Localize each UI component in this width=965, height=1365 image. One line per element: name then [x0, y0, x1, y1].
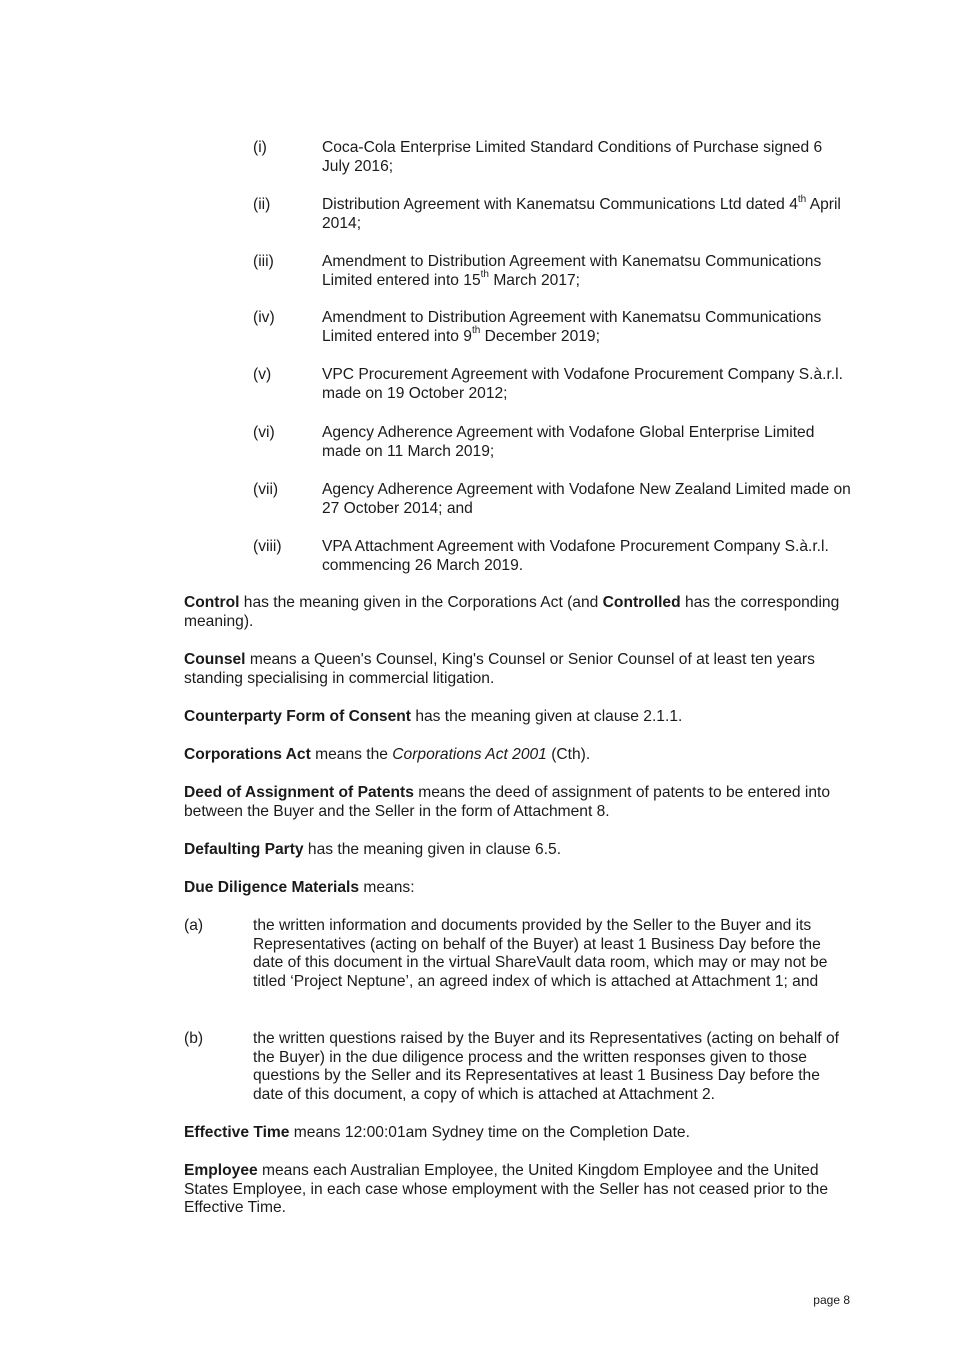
definition-corporations-act: Corporations Act means the Corporations Act 2001 (Cth). — [184, 746, 591, 763]
definition-due-diligence: Due Diligence Materials means: — [184, 879, 415, 896]
item-number: (viii) — [253, 538, 282, 555]
item-number: (a) — [184, 917, 204, 934]
definition-counsel: Counsel means a Queen's Counsel, King's Counsel or Senior Counsel of at least ten years standing specialising in commercial litigation. — [184, 651, 815, 687]
item-number: (ii) — [253, 196, 271, 213]
item-number: (v) — [253, 366, 272, 383]
item-text: VPA Attachment Agreement with Vodafone Procurement Company S.à.r.l. commencing 26 March 2019. — [322, 538, 829, 574]
item-number: (vi) — [253, 424, 275, 441]
item-text: Coca-Cola Enterprise Limited Standard Conditions of Purchase signed 6 July 2016; — [322, 139, 823, 175]
definition-control: Control has the meaning given in the Corporations Act (and Controlled has the corresponding meaning). — [184, 594, 840, 630]
definition-counterparty-form: Counterparty Form of Consent has the meaning given at clause 2.1.1. — [184, 708, 683, 725]
item-text: Agency Adherence Agreement with Vodafone Global Enterprise Limited made on 11 March 2019; — [322, 424, 815, 460]
item-text: the written information and documents provided by the Seller to the Buyer and its Representatives (acting on behalf of the Buyer) at least 1 Business Day before the date of this document in the virtual ShareVault data room, which may or may not be titled ‘Project Neptune’, an agreed index of which is attached at Attachment 1; and — [253, 917, 828, 990]
item-number: (iv) — [253, 309, 275, 326]
definition-effective-time: Effective Time means 12:00:01am Sydney time on the Completion Date. — [184, 1124, 690, 1141]
item-number: (i) — [253, 139, 267, 156]
item-text: VPC Procurement Agreement with Vodafone Procurement Company S.à.r.l. made on 19 October 2012; — [322, 366, 843, 402]
item-text: the written questions raised by the Buyer and its Representatives (acting on behalf of the Buyer) in the due diligence process and the written responses given to those questions by the Seller and its Representatives at least 1 Business Day before the date of this document, a copy of which is attached at Attachment 2. — [253, 1030, 839, 1103]
page-number: page 8 — [813, 1293, 850, 1307]
item-number: (vii) — [253, 481, 279, 498]
item-number: (b) — [184, 1030, 204, 1047]
item-text: Distribution Agreement with Kanematsu Communications Ltd dated 4th April 2014; — [322, 193, 841, 232]
item-text: Agency Adherence Agreement with Vodafone New Zealand Limited made on 27 October 2014; and — [322, 481, 851, 517]
item-number: (iii) — [253, 253, 274, 270]
definition-employee: Employee means each Australian Employee, the United Kingdom Employee and the United States Employee, in each case whose employment with the Seller has not ceased prior to the Effective Time. — [184, 1162, 829, 1217]
item-text: Amendment to Distribution Agreement with Kanematsu Communications Limited entered into 15th March 2017; — [322, 253, 822, 289]
item-text: Amendment to Distribution Agreement with Kanematsu Communications Limited entered into 9th December 2019; — [322, 309, 822, 345]
definition-deed-of-assignment: Deed of Assignment of Patents means the deed of assignment of patents to be entered into between the Buyer and the Seller in the form of Attachment 8. — [184, 784, 831, 820]
definition-defaulting-party: Defaulting Party has the meaning given in clause 6.5. — [184, 841, 562, 858]
